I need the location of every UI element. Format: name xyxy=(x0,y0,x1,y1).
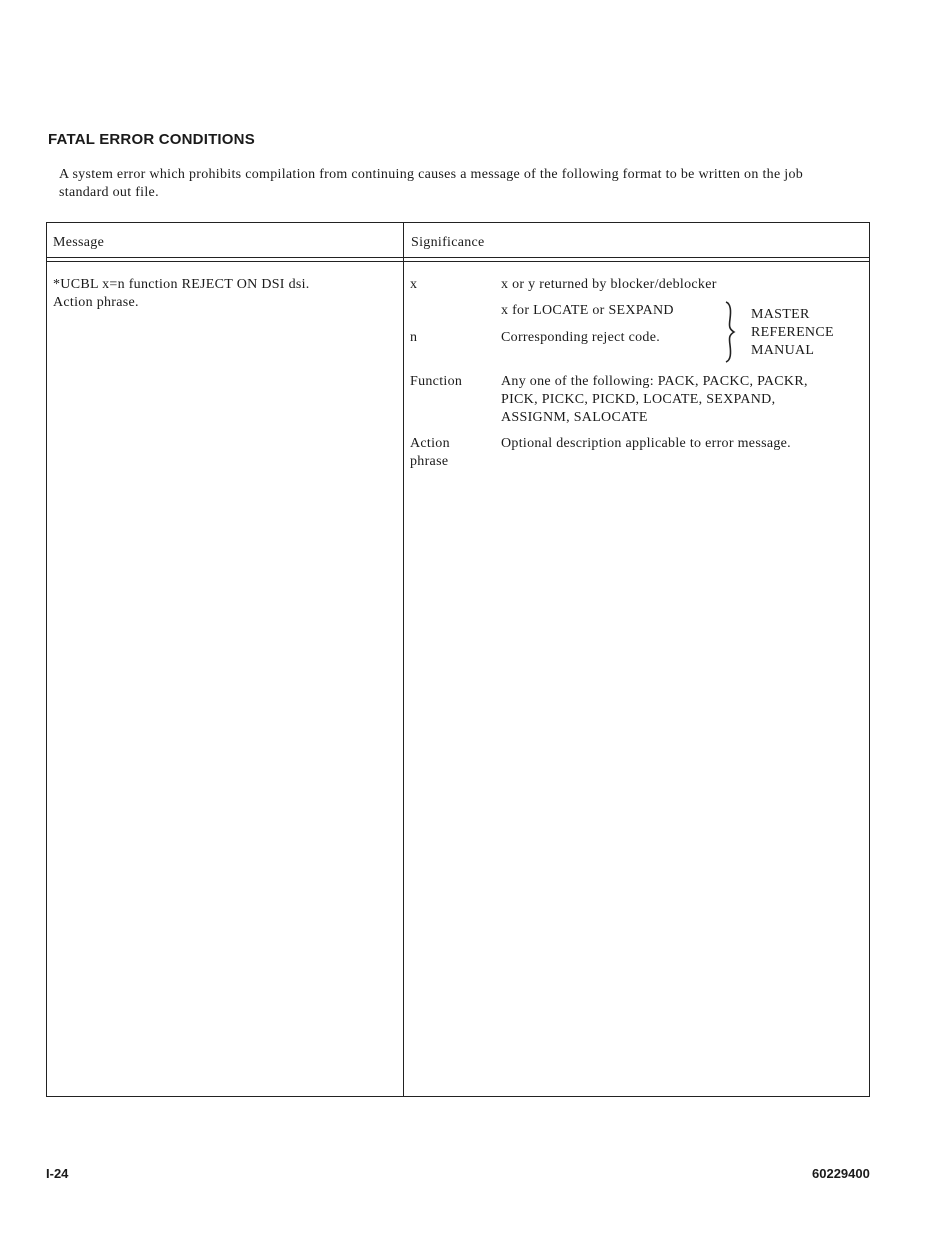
row-term: Function xyxy=(410,374,463,389)
description-line: Any one of the following: PACK, PACKC, PACKR, xyxy=(501,374,808,389)
message-column-header: Message xyxy=(53,235,105,250)
row-description: Corresponding reject code. xyxy=(501,330,661,345)
row-description: Optional description applicable to error message. xyxy=(501,436,791,451)
row-term xyxy=(410,435,450,471)
significance-column-header: Significance xyxy=(411,235,485,250)
page-number: I-24 xyxy=(46,1166,69,1181)
curly-brace-icon xyxy=(723,301,737,363)
error-message-table xyxy=(46,222,870,1097)
message-line: Action phrase. xyxy=(53,295,139,310)
manual-ref-line: REFERENCE xyxy=(751,325,834,340)
row-description xyxy=(501,373,861,427)
section-heading: FATAL ERROR CONDITIONS xyxy=(48,131,255,148)
message-format xyxy=(53,276,393,312)
header-rule-bottom xyxy=(47,261,869,262)
column-divider xyxy=(403,223,404,1096)
description-line: PICK, PICKC, PICKD, LOCATE, SEXPAND, xyxy=(501,392,776,407)
row-description: x or y returned by blocker/deblocker xyxy=(501,277,717,292)
term-line: Action xyxy=(410,436,450,451)
header-rule-top xyxy=(47,257,869,258)
manual-ref-line: MANUAL xyxy=(751,343,815,358)
row-description: x for LOCATE or SEXPAND xyxy=(501,303,674,318)
message-line: *UCBL x=n function REJECT ON DSI dsi. xyxy=(53,277,310,292)
manual-ref-line: MASTER xyxy=(751,307,810,322)
description-line: ASSIGNM, SALOCATE xyxy=(501,410,648,425)
intro-paragraph: A system error which prohibits compilation from continuing causes a message of the following format to be written on the job standard out file. xyxy=(59,167,804,200)
term-line: phrase xyxy=(410,454,449,469)
document-number: 60229400 xyxy=(812,1166,870,1181)
row-term: x xyxy=(410,277,418,292)
manual-reference xyxy=(751,306,834,360)
row-term: n xyxy=(410,330,418,345)
